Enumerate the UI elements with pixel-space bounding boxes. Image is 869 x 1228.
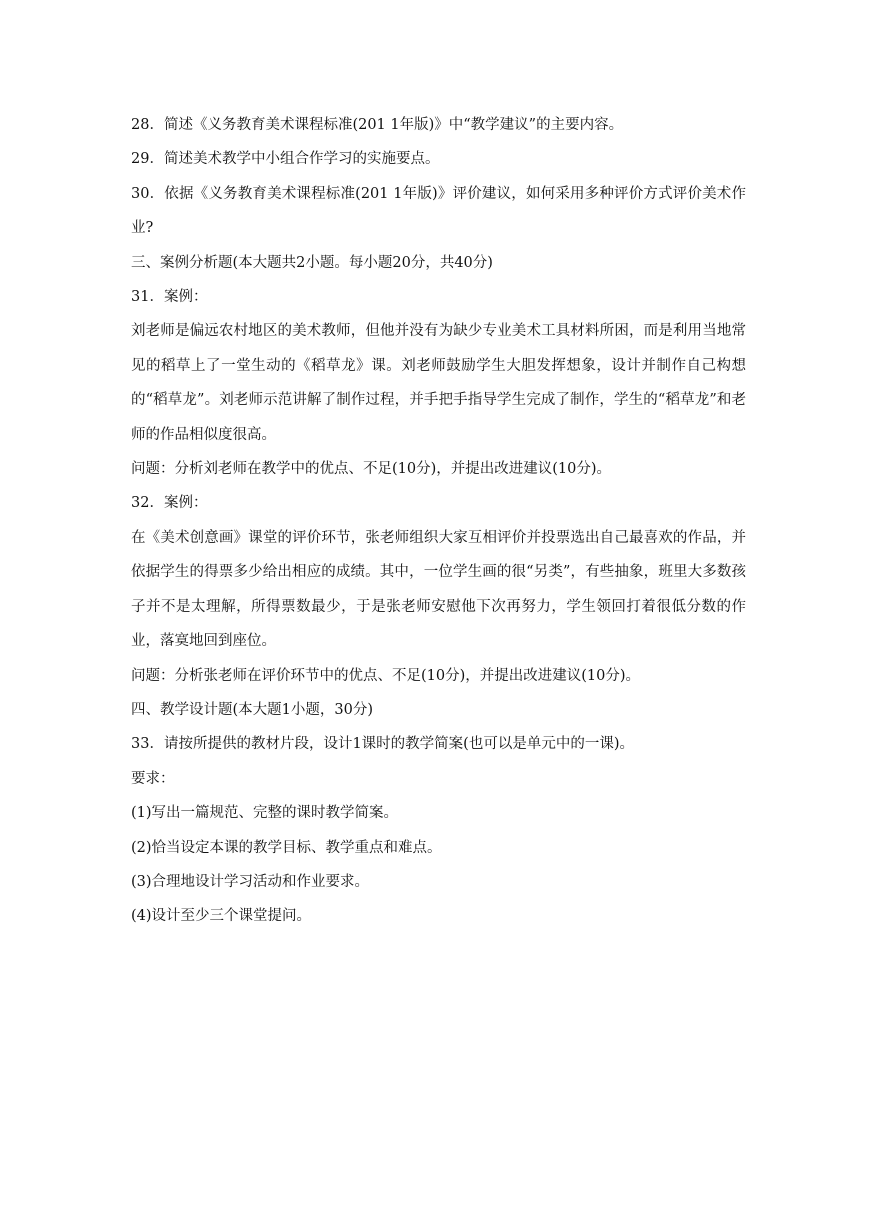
section-heading-case-analysis: 三、案例分析题(本大题共2小题。每小题20分，共40分)	[131, 254, 493, 271]
question-32-problem: 问题：分析张老师在评价环节中的优点、不足(10分)，并提出改进建议(10分)。	[131, 667, 641, 684]
requirement-4: (4)设计至少三个课堂提问。	[131, 908, 312, 925]
requirement-2: (2)恰当设定本课的教学目标、教学重点和难点。	[131, 839, 442, 856]
question-29: 29．简述美术教学中小组合作学习的实施要点。	[131, 151, 440, 168]
question-31-case-text: 刘老师是偏远农村地区的美术教师，但他并没有为缺少专业美术工具材料所困，而是利用当地常见的稻草上了一堂生动的《稻草龙》课。刘老师鼓励学生大胆发挥想象，设计并制作自己构想的“稻草龙”。刘老师示范讲解了制作过程，并手把手指导学生完成了制作，学生的“稻草龙”和老师的作品相似度很高。	[131, 323, 746, 443]
requirement-3: (3)合理地设计学习活动和作业要求。	[131, 873, 370, 890]
question-33: 33．请按所提供的教材片段，设计1课时的教学简案(也可以是单元中的一课)。	[131, 736, 634, 753]
question-32-label: 32．案例：	[131, 495, 208, 512]
requirement-1: (1)写出一篇规范、完整的课时教学简案。	[131, 805, 399, 822]
question-28: 28．简述《义务教育美术课程标准(201 1年版)》中“教学建议”的主要内容。	[131, 117, 624, 133]
document-body	[131, 108, 746, 934]
section-heading-teaching-design: 四、教学设计题(本大题1小题，30分)	[131, 701, 373, 718]
question-31-problem: 问题：分析刘老师在教学中的优点、不足(10分)，并提出改进建议(10分)。	[131, 461, 612, 478]
question-31-label: 31．案例：	[131, 289, 208, 306]
question-32-case-text: 在《美术创意画》课堂的评价环节，张老师组织大家互相评价并投票选出自己最喜欢的作品，并依据学生的得票多少给出相应的成绩。其中，一位学生画的很“另类”，有些抽象，班里大多数孩子并不是太理解，所得票数最少，于是张老师安慰他下次再努力，学生领回打着很低分数的作业，落寞地回到座位。	[131, 529, 746, 650]
question-30: 30．依据《义务教育美术课程标准(201 1年版)》评价建议，如何采用多种评价方式评价美术作业?	[131, 185, 746, 237]
requirements-label: 要求：	[131, 770, 175, 787]
